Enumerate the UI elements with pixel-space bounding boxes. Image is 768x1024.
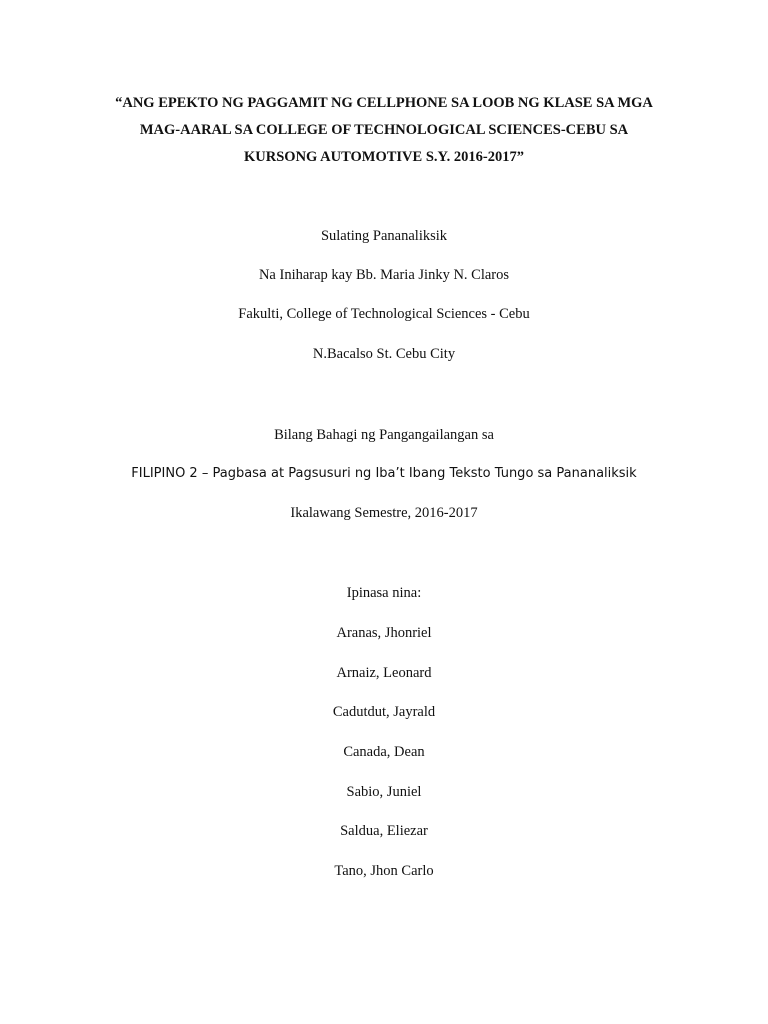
course-title: FILIPINO 2 – Pagbasa at Pagsusuri ng Iba’t Ibang Teksto Tungo sa Pananaliksik xyxy=(131,466,637,481)
author-name: Arnaiz, Leonard xyxy=(336,665,432,681)
submission-type: Sulating Pananaliksik xyxy=(320,228,448,244)
author-name: Saldua, Eliezar xyxy=(340,823,428,839)
presented-to: Na Iniharap kay Bb. Maria Jinky N. Claros xyxy=(258,267,510,283)
title-line-3: KURSONG AUTOMOTIVE S.Y. 2016-2017” xyxy=(244,149,524,165)
requirement-label: Bilang Bahagi ng Pangangailangan sa xyxy=(274,427,494,443)
author-name: Cadutdut, Jayrald xyxy=(332,704,436,720)
author-name: Sabio, Juniel xyxy=(346,784,422,800)
address: N.Bacalso St. Cebu City xyxy=(312,346,456,362)
author-name: Canada, Dean xyxy=(343,744,425,760)
title-line-2: MAG-AARAL SA COLLEGE OF TECHNOLOGICAL SCIENCES-CEBU SA xyxy=(139,122,629,138)
faculty: Fakulti, College of Technological Sciences - Cebu xyxy=(238,306,530,322)
semester: Ikalawang Semestre, 2016-2017 xyxy=(290,505,478,521)
authors-label: Ipinasa nina: xyxy=(346,585,422,601)
author-name: Aranas, Jhonriel xyxy=(336,625,432,641)
title-line-1: “ANG EPEKTO NG PAGGAMIT NG CELLPHONE SA LOOB NG KLASE SA MGA xyxy=(115,95,653,111)
author-name: Tano, Jhon Carlo xyxy=(334,863,434,879)
